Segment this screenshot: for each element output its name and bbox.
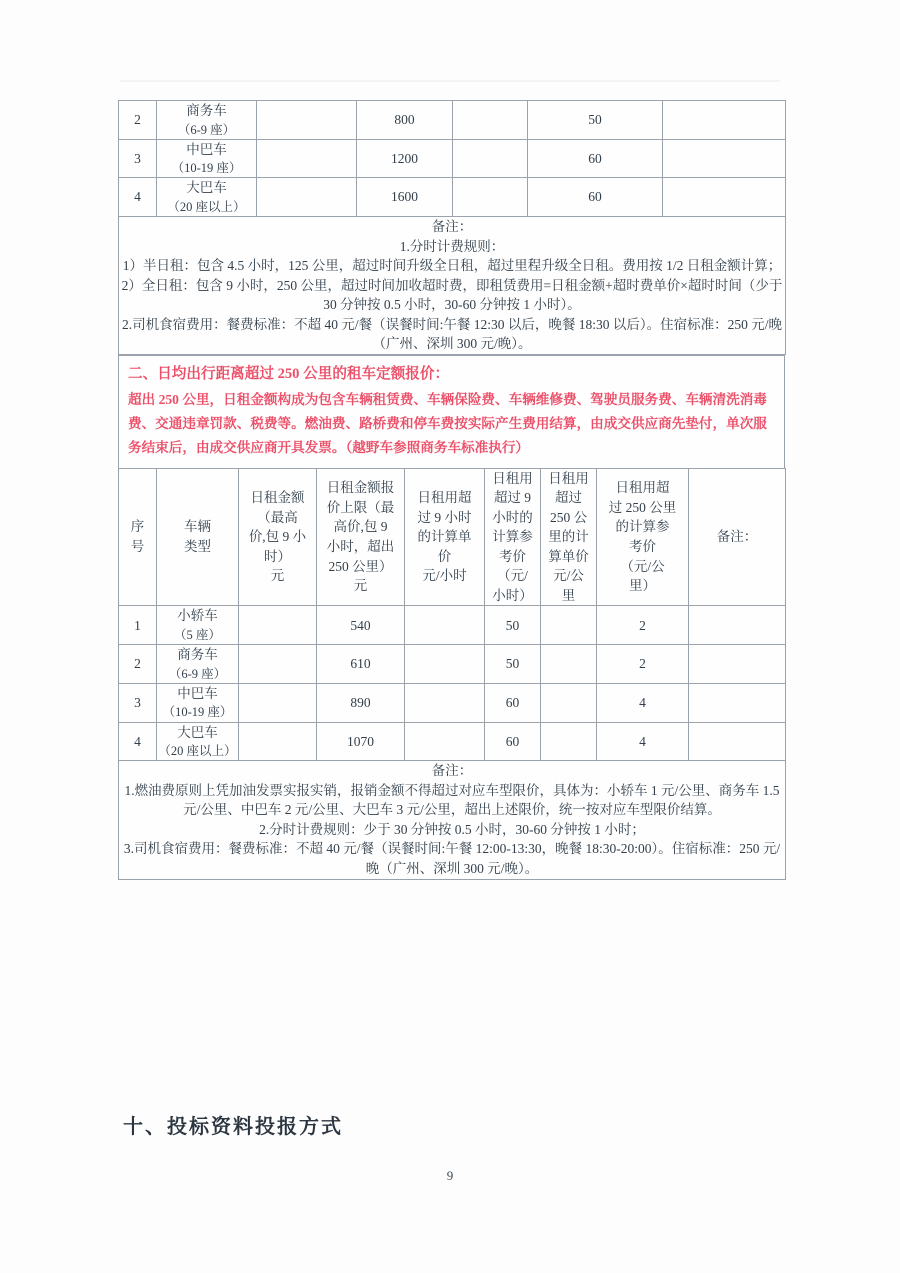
header-line: 考价 xyxy=(499,548,526,564)
vehicle-type-cell xyxy=(157,606,239,645)
header-daily-rate xyxy=(239,468,317,606)
header-line: 250 公里） xyxy=(328,558,393,574)
cell-over-9h-reference-price: 50 xyxy=(485,645,541,684)
cell-col5 xyxy=(453,139,528,178)
cell-daily-rate: 800 xyxy=(357,101,453,140)
table-row xyxy=(119,101,786,140)
header-line: 考价 xyxy=(629,539,656,554)
header-line: 里 xyxy=(561,587,576,603)
header-line: 里的计 xyxy=(548,529,589,545)
cell-daily-rate xyxy=(239,722,317,761)
vehicle-type-sub: （10-19 座） xyxy=(162,705,233,720)
vehicle-type-cell xyxy=(157,645,239,684)
header-line: 时） xyxy=(264,548,291,564)
cell-over-9h-reference-price: 50 xyxy=(485,606,541,645)
section-two-title: 二、日均出行距离超过 250 公里的租车定额报价： xyxy=(128,366,450,382)
header-line: 计算参 xyxy=(492,529,533,545)
header-line: 的计算单 xyxy=(417,529,472,545)
vehicle-type-sub: （6-9 座） xyxy=(168,666,227,681)
table-notes-row xyxy=(119,761,786,879)
cell-over-9h-unit-price xyxy=(405,645,485,684)
header-line: 元/公 xyxy=(553,568,584,584)
header-line: 250 公 xyxy=(549,509,588,525)
cell-over-9h-reference-price: 60 xyxy=(485,683,541,722)
section-two-body: 超出 250 公里，日租金额构成为包含车辆租赁费、车辆保险费、车辆维修费、驾驶员服务费、车辆清洗消毒费、交通违章罚款、税费等。燃油费、路桥费和停车费按实际产生费用结算，由成交供应商先垫付，单次服务结束后，由成交供应商开具发票。（越野车参照商务车标准执行） xyxy=(128,391,767,456)
header-line: 价上限（最 xyxy=(326,499,395,515)
header-line: 里） xyxy=(629,578,656,594)
table-row xyxy=(119,606,786,645)
cell-overtime-rate: 50 xyxy=(528,101,663,140)
section-ten-heading: 十、投标资料投报方式 xyxy=(123,1116,343,1138)
vehicle-type-cell xyxy=(157,683,239,722)
cell-remark xyxy=(689,683,786,722)
note-line: 3.司机食宿费用：餐费标准：不超 40 元/餐（误餐时间:午餐 12:00-13:30，晚餐 18:30-20:00）。住宿标准：250 元/晚（广州、深圳 300 元/晚）。 xyxy=(123,841,781,877)
vehicle-type-cell xyxy=(157,178,257,217)
row-index: 2 xyxy=(119,645,157,684)
vehicle-type-main: 商务车 xyxy=(177,647,218,663)
row-index: 3 xyxy=(119,683,157,722)
document-content xyxy=(118,100,785,880)
vehicle-type-main: 中巴车 xyxy=(186,141,227,157)
header-over-250km-reference-price xyxy=(597,468,689,606)
header-line: 小时） xyxy=(492,587,533,603)
cell-daily-rate xyxy=(239,645,317,684)
cell-col5 xyxy=(453,101,528,140)
cell-over-250km-unit-price xyxy=(541,645,597,684)
header-line: 日租用超 xyxy=(615,480,670,496)
header-line: 算单价 xyxy=(548,548,589,564)
header-line: 的计算参 xyxy=(615,519,670,535)
page-number: 9 xyxy=(446,1168,454,1183)
header-line: 超过 xyxy=(555,490,582,506)
table-row xyxy=(119,139,786,178)
cell-overtime-rate: 60 xyxy=(528,178,663,217)
vehicle-type-cell xyxy=(157,101,257,140)
vehicle-type-sub: （20 座以上） xyxy=(158,744,237,759)
header-daily-rate-cap xyxy=(317,468,405,606)
cell-overtime-rate: 60 xyxy=(528,139,663,178)
section-two-block xyxy=(118,355,785,468)
cell-over-9h-reference-price: 60 xyxy=(485,722,541,761)
header-line: 元/小时 xyxy=(422,568,467,584)
cell-over-9h-unit-price xyxy=(405,683,485,722)
cell-daily-rate-cap: 890 xyxy=(317,683,405,722)
header-line: 日租用超 xyxy=(417,490,472,506)
cell-col3 xyxy=(257,139,357,178)
table-row xyxy=(119,722,786,761)
vehicle-type-sub: （6-9 座） xyxy=(177,122,236,137)
table-one-notes xyxy=(119,217,786,355)
cell-daily-rate: 1200 xyxy=(357,139,453,178)
header-line: 类型 xyxy=(184,539,211,554)
row-index: 2 xyxy=(119,101,157,140)
vehicle-type-cell xyxy=(157,139,257,178)
vehicle-type-sub: （20 座以上） xyxy=(167,199,246,214)
cell-col7 xyxy=(663,139,786,178)
vehicle-type-main: 商务车 xyxy=(186,103,227,118)
note-line: 2）全日租：包含 9 小时，250 公里，超过时间加收超时费，即租赁费用=日租金额+超时费单价×超时时间（少于 30 分钟按 0.5 小时，30-60 分钟按 1 小时）。 xyxy=(121,277,783,313)
header-line: 小时的 xyxy=(492,509,533,525)
header-over-9h-reference-price xyxy=(485,468,541,606)
cell-daily-rate xyxy=(239,606,317,645)
cell-col3 xyxy=(257,101,357,140)
vehicle-type-main: 小轿车 xyxy=(177,608,218,624)
cell-col7 xyxy=(663,178,786,217)
note-line: 1.分时计费规则： xyxy=(399,238,505,254)
header-line: 小时，超出 xyxy=(326,539,395,554)
cell-remark xyxy=(689,645,786,684)
header-line: 超过 9 xyxy=(493,490,532,506)
header-line: 日租用 xyxy=(492,470,533,486)
header-line: 序 xyxy=(130,519,145,535)
note-line: 1.燃油费原则上凭加油发票实报实销，报销金额不得超过对应车型限价，具体为：小轿车 1 元/公里、商务车 1.5 元/公里、中巴车 2 元/公里、大巴车 3 元/公里，超出上述限价，统一按对应车型限价结算。 xyxy=(124,782,780,818)
header-line: 过 9 小时 xyxy=(417,509,472,525)
row-index: 4 xyxy=(119,178,157,217)
cell-col7 xyxy=(663,101,786,140)
cell-col5 xyxy=(453,178,528,217)
cell-daily-rate-cap: 1070 xyxy=(317,722,405,761)
header-line: 过 250 公里 xyxy=(608,499,677,515)
cell-daily-rate: 1600 xyxy=(357,178,453,217)
note-line: 备注： xyxy=(431,219,473,235)
cell-over-9h-unit-price xyxy=(405,606,485,645)
header-line: 元 xyxy=(353,578,368,594)
header-line: （最高 xyxy=(257,509,298,525)
cell-col3 xyxy=(257,178,357,217)
row-index: 4 xyxy=(119,722,157,761)
vehicle-type-main: 中巴车 xyxy=(177,685,218,701)
header-over-9h-unit-price xyxy=(405,468,485,606)
cell-over-250km-reference-price: 2 xyxy=(597,645,689,684)
cell-remark xyxy=(689,606,786,645)
cell-daily-rate-cap: 540 xyxy=(317,606,405,645)
cell-over-9h-unit-price xyxy=(405,722,485,761)
header-index xyxy=(119,468,157,606)
vehicle-type-cell xyxy=(157,722,239,761)
note-line: 2.司机食宿费用：餐费标准：不超 40 元/餐（误餐时间:午餐 12:30 以后，晚餐 18:30 以后）。住宿标准：250 元/晚（广州、深圳 300 元/晚）。 xyxy=(121,316,782,352)
header-remark: 备注： xyxy=(689,468,786,606)
cell-over-250km-reference-price: 2 xyxy=(597,606,689,645)
header-line: 价 xyxy=(437,548,452,564)
header-line: 日租金额 xyxy=(250,490,305,506)
vehicle-type-main: 大巴车 xyxy=(177,724,218,740)
header-line: 元 xyxy=(270,568,285,584)
vehicle-type-main: 大巴车 xyxy=(186,180,227,196)
header-line: （元/ xyxy=(497,568,528,584)
cell-over-250km-unit-price xyxy=(541,683,597,722)
header-line: 高价,包 9 xyxy=(333,519,388,535)
cell-over-250km-reference-price: 4 xyxy=(597,683,689,722)
header-line: 车辆 xyxy=(184,519,211,535)
header-over-250km-unit-price xyxy=(541,468,597,606)
cell-remark xyxy=(689,722,786,761)
cell-over-250km-reference-price: 4 xyxy=(597,722,689,761)
cell-daily-rate-cap: 610 xyxy=(317,645,405,684)
cell-over-250km-unit-price xyxy=(541,722,597,761)
table-row xyxy=(119,178,786,217)
rental-quote-table-part-two xyxy=(118,468,786,880)
header-line: 价,包 9 小 xyxy=(248,529,307,545)
cell-over-250km-unit-price xyxy=(541,606,597,645)
note-line: 1）半日租：包含 4.5 小时，125 公里，超过时间升级全日租，超过里程升级全日租。费用按 1/2 日租金额计算； xyxy=(122,258,782,274)
note-line: 2.分时计费规则：少于 30 分钟按 0.5 小时，30-60 分钟按 1 小时； xyxy=(259,821,645,837)
table-row xyxy=(119,645,786,684)
table-two-notes xyxy=(119,761,786,879)
note-line: 备注： xyxy=(431,763,473,779)
cell-daily-rate xyxy=(239,683,317,722)
header-line: 号 xyxy=(130,539,145,554)
header-line: 日租金额报 xyxy=(326,480,395,496)
table-header-row xyxy=(119,468,786,606)
header-vehicle-type xyxy=(157,468,239,606)
vehicle-type-sub: （5 座） xyxy=(174,628,221,643)
row-index: 3 xyxy=(119,139,157,178)
vehicle-type-sub: （10-19 座） xyxy=(171,161,242,176)
table-row xyxy=(119,683,786,722)
rental-quote-table-part-one xyxy=(118,100,786,355)
header-line: （元/公 xyxy=(620,558,665,574)
row-index: 1 xyxy=(119,606,157,645)
header-line: 日租用 xyxy=(548,470,589,486)
table-notes-row xyxy=(119,217,786,355)
